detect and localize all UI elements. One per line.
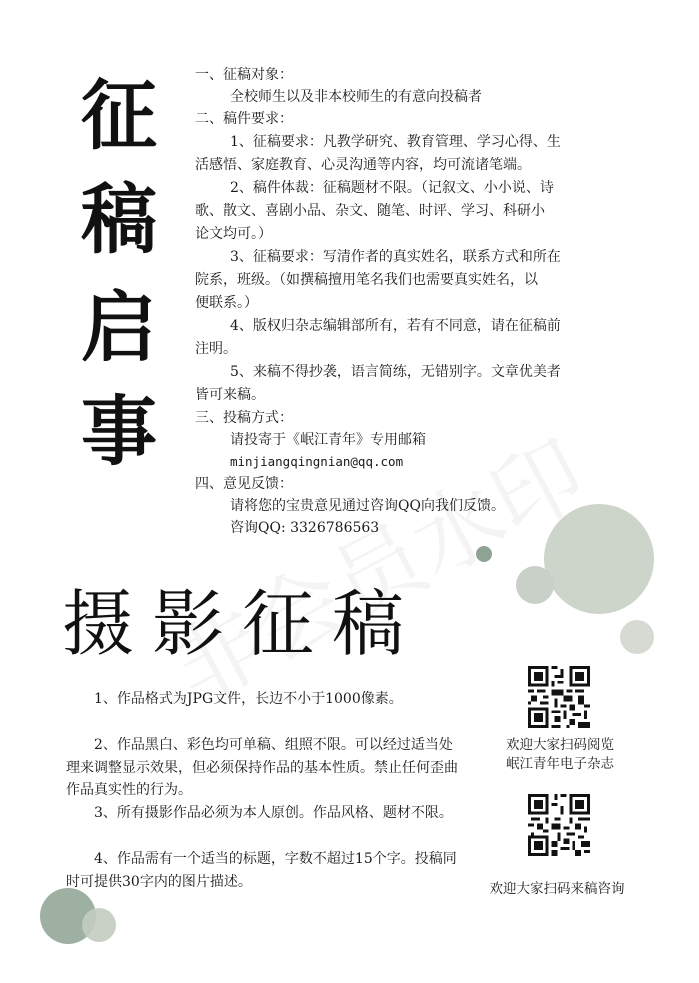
req-2-line-2: 歌、散文、喜剧小品、杂文、随笔、时评、学习、科研小 xyxy=(195,203,545,219)
section-1-body: 全校师生以及非本校师生的有意向投稿者 xyxy=(230,89,482,105)
qq-contact: 咨询QQ: 3326786563 xyxy=(230,520,380,536)
qr-caption-magazine-line-1: 欢迎大家扫码阅览 xyxy=(506,737,614,753)
req-2-line-1: 2、稿件体裁：征稿题材不限。（记叙文、小小说、诗 xyxy=(230,180,554,196)
title-char-3: 启 xyxy=(81,283,157,372)
qr-code-magazine[interactable] xyxy=(528,666,590,728)
req-5-line-1: 5、来稿不得抄袭，语言简练，无错别字。文章优美者 xyxy=(230,364,561,380)
section-4-heading: 四、意见反馈： xyxy=(195,476,293,492)
section-4-body: 请将您的宝贵意见通过咨询QQ向我们反馈。 xyxy=(230,498,505,514)
title-char-1: 征 xyxy=(81,71,157,160)
qr-code-submission[interactable] xyxy=(528,794,590,856)
title-char-4: 事 xyxy=(81,387,157,476)
section-3-body: 请投寄于《岷江青年》专用邮箱 xyxy=(230,432,426,448)
qr-caption-submission: 欢迎大家扫码来稿咨询 xyxy=(489,881,625,897)
photo-rule-1: 1、作品格式为JPG文件，长边不小于1000像素。 xyxy=(94,691,403,707)
qr-caption-magazine-line-2: 岷江青年电子杂志 xyxy=(506,756,614,772)
photo-contest-title: 摄影征稿 xyxy=(62,582,423,666)
photo-rule-2: 2、作品黑白、彩色均可单稿、组照不限。可以经过适当处理来调整显示效果，但必须保持作品的基本性质。禁止任何歪曲作品真实性的行为。 xyxy=(66,737,458,798)
section-3-heading: 三、投稿方式： xyxy=(195,410,293,426)
decor-circle-bottom-small xyxy=(82,908,116,942)
req-1-line-1: 1、征稿要求：凡教学研究、教育管理、学习心得、生 xyxy=(230,134,561,150)
req-1-line-2: 活感悟、家庭教育、心灵沟通等内容，均可流诸笔端。 xyxy=(195,157,531,173)
req-4-line-1: 4、版权归杂志编辑部所有，若有不同意，请在征稿前 xyxy=(230,318,561,334)
decor-circle-right xyxy=(620,620,654,654)
photo-rule-3: 3、所有摄影作品必须为本人原创。作品风格、题材不限。 xyxy=(94,805,453,821)
section-2-heading: 二、稿件要求： xyxy=(195,111,293,127)
req-5-line-2: 皆可来稿。 xyxy=(195,387,265,403)
req-3-line-3: 便联系。） xyxy=(195,295,258,311)
req-4-line-2: 注明。 xyxy=(195,341,237,357)
title-char-2: 稿 xyxy=(81,175,157,264)
req-2-line-3: 论文均可。） xyxy=(195,226,272,242)
decor-circle-medium xyxy=(516,566,554,604)
section-1-heading: 一、征稿对象： xyxy=(195,67,293,83)
req-3-line-2: 院系，班级。（如撰稿擅用笔名我们也需要真实姓名，以 xyxy=(195,272,538,288)
email-address[interactable]: minjiangqingnian@qq.com xyxy=(230,454,404,469)
req-3-line-1: 3、征稿要求：写清作者的真实姓名，联系方式和所在 xyxy=(230,249,561,265)
photo-rule-4: 4、作品需有一个适当的标题，字数不超过15个字。投稿同时可提供30字内的图片描述。 xyxy=(66,851,457,890)
